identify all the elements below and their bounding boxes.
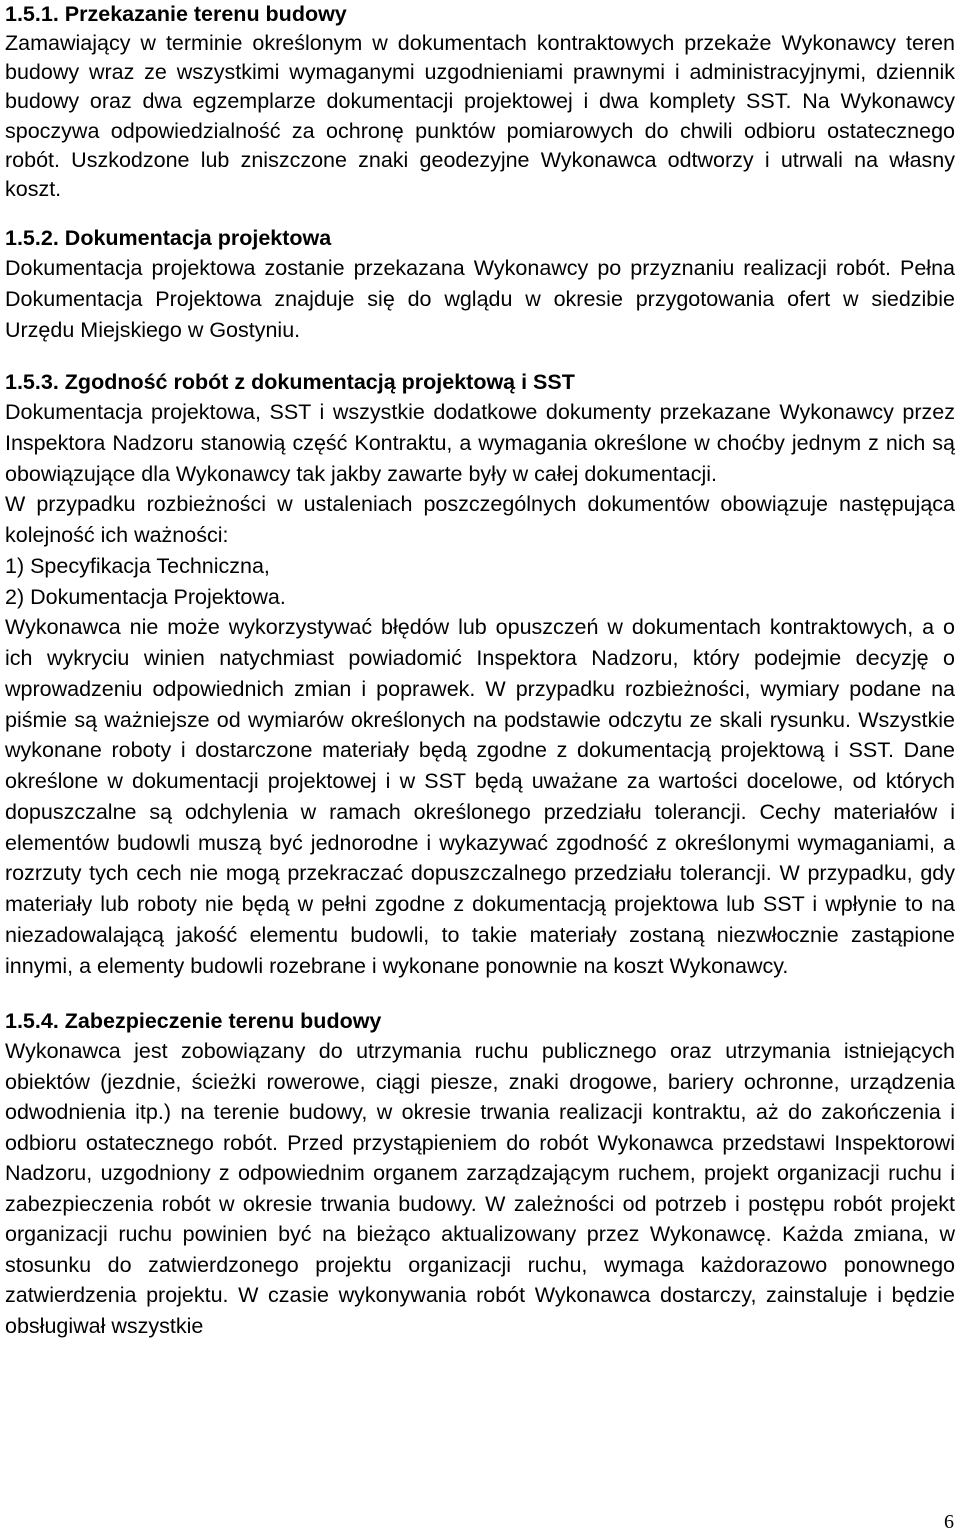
page-number: 6	[944, 1511, 954, 1533]
document-page	[5, 0, 955, 1341]
section-1-5-2	[5, 224, 955, 346]
section-number: 1.5.3.	[5, 370, 59, 395]
section-heading	[5, 368, 955, 397]
section-1-5-4	[5, 1007, 955, 1341]
paragraph: Wykonawca jest zobowiązany do utrzymania ruchu publicznego oraz utrzymania istniejących obiektów (jezdnie, ścieżki rowerowe, ciągi piesze, znaki drogowe, bariery ochronne, urządzenia odwodnienia itp.) na terenie budowy, w okresie trwania realizacji kontraktu, aż do zakończenia i odbioru ostatecznego robót. Przed przystąpieniem do robót Wykonawca przedstawi Inspektorowi Nadzoru, uzgodniony z odpowiednim organem zarządzającym ruchem, projekt organizacji ruchu i zabezpieczenia robót w okresie trwania budowy. W zależności od potrzeb i postępu robót projekt organizacji ruchu powinien być na bieżąco aktualizowany przez Wykonawcę. Każda zmiana, w stosunku do zatwierdzonego projektu organizacji ruchu, wymaga każdorazowo ponownego zatwierdzenia projektu. W czasie wykonywania robót Wykonawca dostarczy, zainstaluje i będzie obsługiwał wszystkie	[5, 1039, 955, 1338]
section-heading	[5, 0, 955, 29]
paragraph: Dokumentacja projektowa zostanie przekazana Wykonawcy po przyznaniu realizacji robót. Pełna Dokumentacja Projektowa znajduje się do wglądu w okresie przygotowania ofert w siedzibie Urzędu Miejskiego w Gostyniu.	[5, 256, 955, 343]
section-title: Zabezpieczenie terenu budowy	[64, 1009, 382, 1034]
paragraph: Wykonawca nie może wykorzystywać błędów lub opuszczeń w dokumentach kontraktowych, a o ich wykryciu winien natychmiast powiadomić Inspektora Nadzoru, który podejmie decyzję o wprowadzeniu odpowiednich zmian i poprawek. W przypadku rozbieżności, wymiary podane na piśmie są ważniejsze od wymiarów określonych na podstawie odczytu ze skali rysunku. Wszystkie wykonane roboty i dostarczone materiały będą zgodne z dokumentacją projektową i SST. Dane określone w dokumentacji projektowej i w SST będą uważane za wartości docelowe, od których dopuszczalne są odchylenia w ramach określonego przedziału tolerancji. Cechy materiałów i elementów budowli muszą być jednorodne i wykazywać zgodność z określonymi wymaganiami, a rozrzuty tych cech nie mogą przekraczać dopuszczalnego przedziału tolerancji. W przypadku, gdy materiały lub roboty nie będą w pełni zgodne z dokumentacją projektowa lub SST i wpłynie to na niezadowalającą jakość elementu budowli, to takie materiały zostaną niezwłocznie zastąpione innymi, a elementy budowli rozebrane i wykonane ponownie na koszt Wykonawcy.	[5, 615, 955, 978]
section-title: Zgodność robót z dokumentacją projektową i SST	[64, 370, 575, 395]
paragraph: Zamawiający w terminie określonym w dokumentach kontraktowych przekaże Wykonawcy teren budowy wraz ze wszystkimi wymaganymi uzgodnieniami prawnymi i administracyjnymi, dziennik budowy oraz dwa egzemplarze dokumentacji projektowej i dwa komplety SST. Na Wykonawcy spoczywa odpowiedzialność za ochronę punktów pomiarowych do chwili odbioru ostatecznego robót. Uszkodzone lub zniszczone znaki geodezyjne Wykonawca odtworzy i utrwali na własny koszt.	[5, 31, 955, 202]
paragraph: Dokumentacja projektowa, SST i wszystkie dodatkowe dokumenty przekazane Wykonawcy przez Inspektora Nadzoru stanowią część Kontraktu, a wymagania określone w choćby jednym z nich są obowiązujące dla Wykonawcy tak jakby zawarte były w całej dokumentacji.	[5, 400, 955, 486]
section-number: 1.5.2.	[5, 226, 59, 251]
list-item: 2) Dokumentacja Projektowa.	[5, 584, 286, 609]
section-heading	[5, 1007, 955, 1036]
section-number: 1.5.4.	[5, 1009, 59, 1034]
section-heading	[5, 224, 955, 253]
section-1-5-3	[5, 368, 955, 981]
list-item: 1) Specyfikacja Techniczna,	[5, 553, 270, 578]
section-number: 1.5.1.	[5, 2, 59, 26]
section-title: Przekazanie terenu budowy	[64, 2, 347, 26]
section-title: Dokumentacja projektowa	[64, 226, 332, 251]
paragraph: W przypadku rozbieżności w ustaleniach poszczególnych dokumentów obowiązuje następująca kolejność ich ważności:	[5, 492, 955, 548]
section-1-5-1	[5, 0, 955, 204]
